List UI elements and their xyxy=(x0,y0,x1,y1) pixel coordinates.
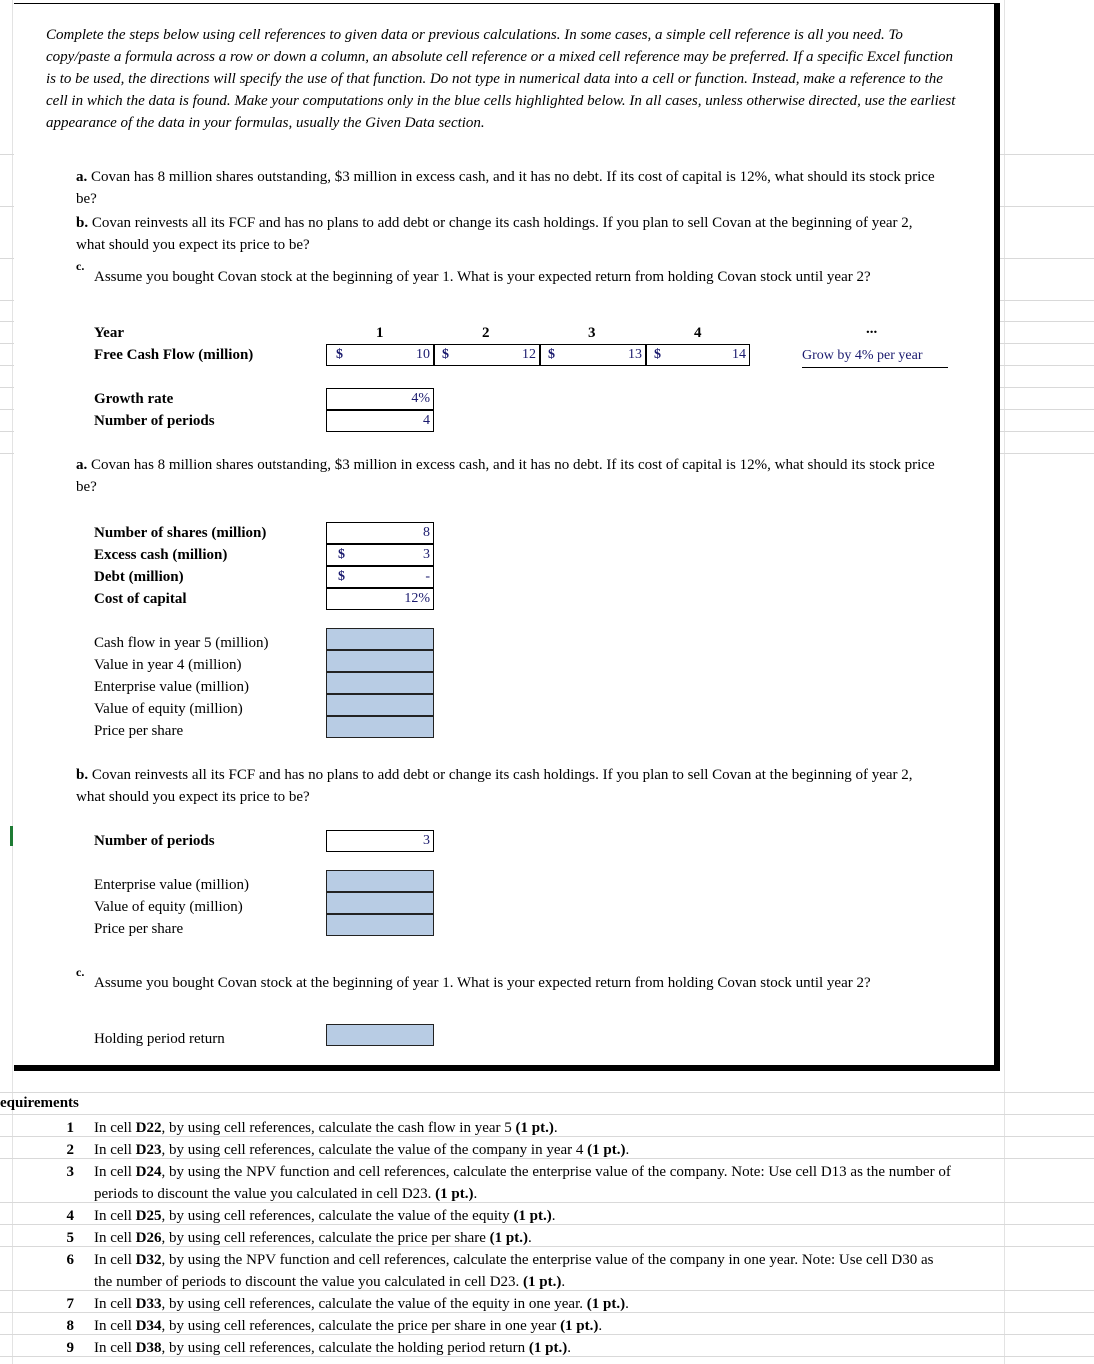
requirement-number: 4 xyxy=(66,1208,74,1224)
requirement-pts: (1 pt.) xyxy=(515,1120,554,1136)
requirement-pts: (1 pt.) xyxy=(586,1296,626,1312)
fcf-label: Free Cash Flow (million) xyxy=(94,347,254,363)
currency-symbol: $ xyxy=(338,569,345,584)
equity-value-b-input[interactable] xyxy=(326,892,434,914)
debt-value: - xyxy=(425,569,430,584)
enterprise-value-b-input[interactable] xyxy=(326,870,434,892)
requirement-mid: , by using the NPV function and cell references, calculate the enterprise value of the company in one year. Note: Use cell D30 as the number of periods to discount the value you calculated in cell D23. xyxy=(94,1252,934,1290)
requirement-mid: , by using the NPV function and cell references, calculate the enterprise value of the company. Note: Use cell D13 as the number of periods to discount the value you calculated in cell D23. xyxy=(94,1164,951,1202)
fcf-value: 12 xyxy=(522,347,536,362)
requirement-post: . xyxy=(528,1230,532,1246)
enterprise-value-b-label: Enterprise value (million) xyxy=(94,877,249,893)
question-a xyxy=(76,166,936,210)
periods-b-cell[interactable]: 3 xyxy=(326,830,434,852)
holding-period-return-input[interactable] xyxy=(326,1024,434,1046)
requirement-number: 8 xyxy=(66,1318,74,1334)
shares-cell[interactable]: 8 xyxy=(326,522,434,544)
question-a-label: a. xyxy=(76,169,88,185)
equity-value-input[interactable] xyxy=(326,694,434,716)
price-per-share-input[interactable] xyxy=(326,716,434,738)
fcf-cell-year-2[interactable] xyxy=(434,344,540,366)
holding-period-return-label: Holding period return xyxy=(94,1031,225,1047)
row-divider xyxy=(0,1092,1094,1093)
year-header: 4 xyxy=(694,325,702,341)
requirement-pts: (1 pt.) xyxy=(528,1340,568,1356)
requirement-post: . xyxy=(598,1318,603,1334)
price-per-share-b-input[interactable] xyxy=(326,914,434,936)
requirement-text xyxy=(94,1117,954,1139)
year-header: 1 xyxy=(376,325,384,341)
question-b-text: Covan reinvests all its FCF and has no plans to add debt or change its cash holdings. If you plan to sell Covan at the beginning of year 2, what should you expect its price to be? xyxy=(76,215,913,253)
requirement-mid: , by using cell references, calculate the value of the equity in one year. xyxy=(161,1296,587,1312)
requirement-cell: D34 xyxy=(135,1318,162,1334)
requirement-text xyxy=(94,1227,954,1249)
periods-b-label: Number of periods xyxy=(94,833,215,849)
requirement-number: 1 xyxy=(66,1120,74,1136)
requirement-pre: In cell xyxy=(94,1296,136,1312)
currency-symbol: $ xyxy=(548,347,555,362)
equity-value-b-label: Value of equity (million) xyxy=(94,899,243,915)
requirement-cell: D33 xyxy=(135,1296,162,1312)
requirement-cell: D23 xyxy=(135,1142,162,1158)
currency-symbol: $ xyxy=(336,347,343,362)
row-divider xyxy=(0,1114,1094,1115)
currency-symbol: $ xyxy=(338,547,345,562)
requirement-pts: (1 pt.) xyxy=(523,1274,562,1290)
fcf-cell-year-4[interactable] xyxy=(646,344,750,366)
requirement-cell: D38 xyxy=(135,1340,162,1356)
column-divider xyxy=(1004,0,1005,1364)
year-header: 3 xyxy=(588,325,596,341)
requirement-text xyxy=(94,1205,954,1227)
requirement-text xyxy=(94,1293,954,1315)
requirement-mid: , by using cell references, calculate the price per share in one year xyxy=(161,1318,561,1334)
requirement-number: 9 xyxy=(66,1340,74,1356)
requirement-text xyxy=(94,1249,954,1293)
requirement-number: 7 xyxy=(66,1296,74,1312)
requirement-number: 5 xyxy=(66,1230,74,1246)
value-year4-label: Value in year 4 (million) xyxy=(94,657,242,673)
requirement-text xyxy=(94,1337,954,1359)
cash-flow-year5-label: Cash flow in year 5 (million) xyxy=(94,635,269,651)
currency-symbol: $ xyxy=(442,347,449,362)
requirement-pre: In cell xyxy=(94,1340,136,1356)
price-per-share-b-label: Price per share xyxy=(94,921,184,937)
fcf-value: 13 xyxy=(628,347,642,362)
excess-cash-value: 3 xyxy=(423,547,430,562)
requirement-mid: , by using cell references, calculate the price per share xyxy=(161,1230,490,1246)
year-label: Year xyxy=(94,325,124,341)
requirement-cell: D24 xyxy=(135,1164,162,1180)
growth-rate-cell[interactable]: 4% xyxy=(326,388,434,410)
requirement-pre: In cell xyxy=(94,1120,136,1136)
instructions-text: Complete the steps below using cell references to given data or previous calculations. In some cases, a simple cell reference is all you need. To copy/paste a formula across a row or down a column, an absolute cell reference or a mixed cell reference may be preferred. If a specific Excel function is to be used, the directions will specify the use of that function. Do not type in numerical data into a cell or function. Instead, make a reference to the cell in which the data is found. Make your computations only in the blue cells highlighted below. In all cases, unless otherwise directed, use the earliest appearance of the data in your formulas, usually the Given Data section. xyxy=(46,27,956,131)
section-b-text: Covan reinvests all its FCF and has no plans to add debt or change its cash holdings. If you plan to sell Covan at the beginning of year 2, what should you expect its price to be? xyxy=(76,767,913,805)
requirement-number: 6 xyxy=(66,1252,74,1268)
requirement-pre: In cell xyxy=(94,1252,136,1268)
requirement-post: . xyxy=(567,1340,571,1356)
equity-value-label: Value of equity (million) xyxy=(94,701,243,717)
requirement-pts: (1 pt.) xyxy=(560,1318,599,1334)
periods-cell[interactable]: 4 xyxy=(326,410,434,432)
section-b-question xyxy=(76,764,936,808)
requirement-text xyxy=(94,1139,954,1161)
periods-label: Number of periods xyxy=(94,413,215,429)
requirement-cell: D32 xyxy=(135,1252,162,1268)
requirement-text xyxy=(94,1315,954,1337)
question-a-text: Covan has 8 million shares outstanding, $3 million in excess cash, and it has no debt. If its cost of capital is 12%, what should its stock price be? xyxy=(76,169,935,207)
requirement-post: . xyxy=(625,1296,629,1312)
question-b-label: b. xyxy=(76,215,89,231)
cost-capital-label: Cost of capital xyxy=(94,591,187,607)
requirement-post: . xyxy=(551,1208,556,1224)
requirement-pts: (1 pt.) xyxy=(513,1208,552,1224)
requirement-number: 3 xyxy=(66,1164,74,1180)
requirement-post: . xyxy=(625,1142,630,1158)
requirement-post: . xyxy=(553,1120,558,1136)
active-row-indicator xyxy=(10,826,13,846)
requirement-pre: In cell xyxy=(94,1164,136,1180)
column-divider xyxy=(12,0,13,1364)
requirement-pts: (1 pt.) xyxy=(587,1142,626,1158)
requirement-cell: D26 xyxy=(135,1230,162,1246)
requirement-mid: , by using cell references, calculate the cash flow in year 5 xyxy=(161,1120,516,1136)
fcf-cell-year-3[interactable] xyxy=(540,344,646,366)
requirement-text xyxy=(94,1161,954,1205)
question-b xyxy=(76,212,936,256)
cost-capital-cell[interactable]: 12% xyxy=(326,588,434,610)
price-per-share-label: Price per share xyxy=(94,723,184,739)
section-c-text: Assume you bought Covan stock at the beginning of year 1. What is your expected return from holding Covan stock until year 2? xyxy=(94,975,871,991)
requirement-cell: D22 xyxy=(135,1120,162,1136)
year-header: ... xyxy=(866,321,878,337)
enterprise-value-label: Enterprise value (million) xyxy=(94,679,249,695)
year-header: 2 xyxy=(482,325,490,341)
growth-note: Grow by 4% per year xyxy=(802,345,948,368)
requirement-mid: , by using cell references, calculate the value of the equity xyxy=(161,1208,514,1224)
requirement-pre: In cell xyxy=(94,1230,136,1246)
requirement-number: 2 xyxy=(66,1142,74,1158)
requirement-pre: In cell xyxy=(94,1142,136,1158)
requirement-post: . xyxy=(561,1274,566,1290)
requirement-post: . xyxy=(473,1186,478,1202)
section-a-label: a. xyxy=(76,457,88,473)
value-year4-input[interactable] xyxy=(326,650,434,672)
question-c-label: c. xyxy=(76,259,85,273)
requirement-pts: (1 pt.) xyxy=(435,1186,474,1202)
requirement-mid: , by using cell references, calculate the value of the company in year 4 xyxy=(161,1142,588,1158)
debt-label: Debt (million) xyxy=(94,569,184,585)
question-c-text: Assume you bought Covan stock at the beginning of year 1. What is your expected return from holding Covan stock until year 2? xyxy=(94,269,871,285)
shares-label: Number of shares (million) xyxy=(94,525,267,541)
section-b-label: b. xyxy=(76,767,89,783)
requirement-pre: In cell xyxy=(94,1318,136,1334)
requirement-cell: D25 xyxy=(135,1208,162,1224)
growth-rate-label: Growth rate xyxy=(94,391,174,407)
enterprise-value-input[interactable] xyxy=(326,672,434,694)
fcf-value: 14 xyxy=(732,347,746,362)
fcf-value: 10 xyxy=(416,347,430,362)
section-a-question xyxy=(76,454,936,498)
requirement-pts: (1 pt.) xyxy=(489,1230,528,1246)
cash-flow-year5-input[interactable] xyxy=(326,628,434,650)
excess-cash-label: Excess cash (million) xyxy=(94,547,228,563)
section-a-text: Covan has 8 million shares outstanding, $3 million in excess cash, and it has no debt. If its cost of capital is 12%, what should its stock price be? xyxy=(76,457,935,495)
requirement-mid: , by using cell references, calculate the holding period return xyxy=(161,1340,529,1356)
requirement-pre: In cell xyxy=(94,1208,136,1224)
section-c-label: c. xyxy=(76,965,85,979)
currency-symbol: $ xyxy=(654,347,661,362)
requirements-title: equirements xyxy=(0,1095,79,1111)
